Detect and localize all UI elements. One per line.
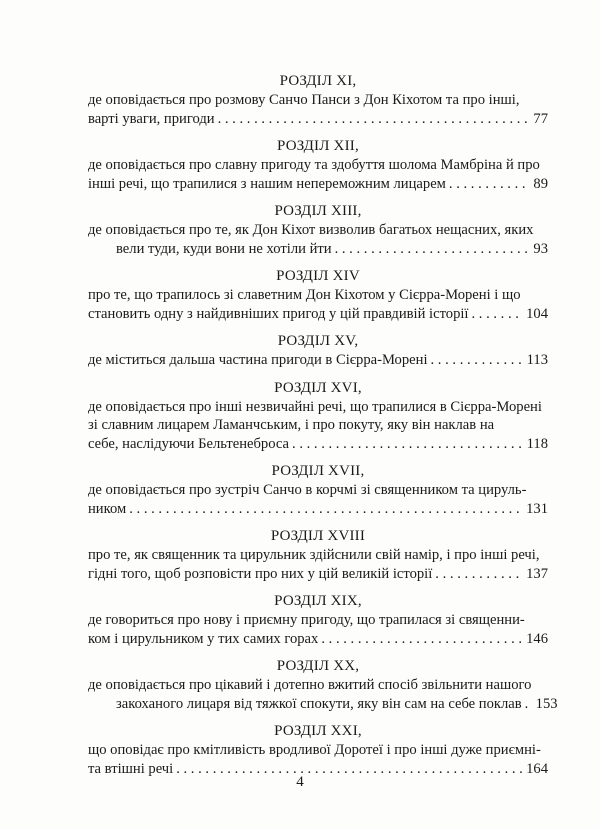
chapter-description-line: де оповідається про цікавий і дотепно вжитий спосіб звільнити нашого <box>88 677 532 693</box>
toc-page-number: 153 <box>535 695 558 712</box>
chapter-title: РОЗДІЛ XVIII <box>270 528 366 544</box>
chapter-description-line: де оповідається про славну пригоду та здобуття шолома Мамбріна й про <box>88 157 540 173</box>
chapter-description-line: гідні того, щоб розповісти про них у цій великій історії <box>88 565 433 582</box>
chapter-title: РОЗДІЛ XX, <box>276 658 360 674</box>
chapter-description-line: про те, що трапилось зі славетним Дон Кіхотом у Сієрра-Морені і що <box>88 287 521 303</box>
dot-leader <box>435 565 523 584</box>
toc-page-number: 77 <box>533 110 548 127</box>
dot-leader <box>431 351 524 370</box>
toc-entry <box>88 137 548 193</box>
chapter-title: РОЗДІЛ XXI, <box>274 723 362 739</box>
chapter-description-line: себе, наслідуючи Бельтенеброса <box>88 435 290 452</box>
toc-line <box>88 630 548 649</box>
chapter-description-line: становить одну з найдивніших пригод у цій правдивій історії <box>88 305 469 322</box>
chapter-description-line: де оповідається про зустріч Санчо в корчмі зі священником та цируль- <box>88 482 527 498</box>
toc-page-number: 118 <box>526 435 548 452</box>
chapter-description-line: де оповідається про інші незвичайні речі, що трапилися в Сієрра-Морені <box>88 398 542 415</box>
page-number: 4 <box>296 774 304 790</box>
toc-page-number: 137 <box>526 565 548 582</box>
chapter-title: РОЗДІЛ XIII, <box>274 203 362 219</box>
chapter-description-line: вели туди, куди вони не хотіли йти <box>116 240 332 257</box>
toc-entry <box>88 379 548 454</box>
chapter-description-line: зі славним лицарем Ламанчським, і про покуту, яку він наклав на <box>88 417 495 433</box>
toc-line <box>88 305 548 324</box>
toc-line <box>88 110 548 129</box>
chapter-description-line: ником <box>88 500 127 517</box>
toc-line <box>88 175 548 194</box>
chapter-description-line: про те, як священник та цирульник здійснили свій намір, і про інші речі, <box>88 547 540 563</box>
toc-entry <box>88 527 548 583</box>
toc-page-number: 93 <box>533 240 548 257</box>
chapter-description-line: інші речі, що трапилися з нашим непереможним лицарем <box>88 175 446 192</box>
toc-entry <box>88 202 548 258</box>
toc-entry <box>88 267 548 323</box>
dot-leader <box>218 110 531 129</box>
toc-line <box>88 695 558 714</box>
toc-entry <box>88 72 548 128</box>
chapter-title: РОЗДІЛ XV, <box>277 333 359 349</box>
chapter-description-line: варті уваги, пригоди <box>88 110 215 127</box>
toc-page-number: 146 <box>526 630 548 647</box>
table-of-contents <box>88 72 558 787</box>
toc-line <box>88 565 548 584</box>
toc-entry <box>88 592 548 648</box>
chapter-title: РОЗДІЛ XI, <box>279 73 357 89</box>
toc-entry <box>88 657 558 713</box>
chapter-description-line: де оповідається про розмову Санчо Панси з Дон Кіхотом та про інші, <box>88 92 520 108</box>
toc-page-number: 89 <box>533 175 548 192</box>
toc-page-number: 164 <box>526 760 548 777</box>
chapter-description-line: закоханого лицаря від тяжкої спокути, яку він сам на себе поклав <box>116 695 522 712</box>
dot-leader <box>449 175 531 194</box>
toc-entry <box>88 332 548 370</box>
toc-page-number: 113 <box>526 352 548 368</box>
toc-entry <box>88 462 548 518</box>
toc-line <box>88 351 548 370</box>
chapter-title: РОЗДІЛ XVI, <box>274 379 362 396</box>
chapter-title: РОЗДІЛ XIV <box>276 268 360 284</box>
chapter-title: РОЗДІЛ XIX, <box>274 593 362 609</box>
chapter-title: РОЗДІЛ XVII, <box>271 463 365 479</box>
chapter-title: РОЗДІЛ XII, <box>277 138 359 154</box>
toc-page-number: 104 <box>526 305 548 322</box>
dot-leader <box>321 630 523 649</box>
dot-leader <box>525 695 533 714</box>
toc-entry <box>88 722 548 778</box>
chapter-description-line: де говориться про нову і приємну пригоду, що трапилася зі священни- <box>88 612 525 628</box>
chapter-description-line: ком і цирульником у тих самих горах <box>88 630 319 647</box>
toc-page-number: 131 <box>526 500 548 517</box>
chapter-description-line: що оповідає про кмітливість вродливої Доротеї і про інші дуже приємні- <box>88 742 541 758</box>
dot-leader <box>129 500 523 519</box>
chapter-description-line: та втішні речі <box>88 760 174 777</box>
toc-line <box>88 435 548 454</box>
dot-leader <box>471 305 523 324</box>
dot-leader <box>292 435 524 454</box>
chapter-description-line: де міститься дальша частина пригоди в Сієрра-Морені <box>88 352 428 368</box>
dot-leader <box>335 240 531 259</box>
chapter-description-line: де оповідається про те, як Дон Кіхот визволив багатьох нещасних, яких <box>88 222 534 238</box>
toc-line <box>88 240 548 259</box>
toc-line <box>88 500 548 519</box>
